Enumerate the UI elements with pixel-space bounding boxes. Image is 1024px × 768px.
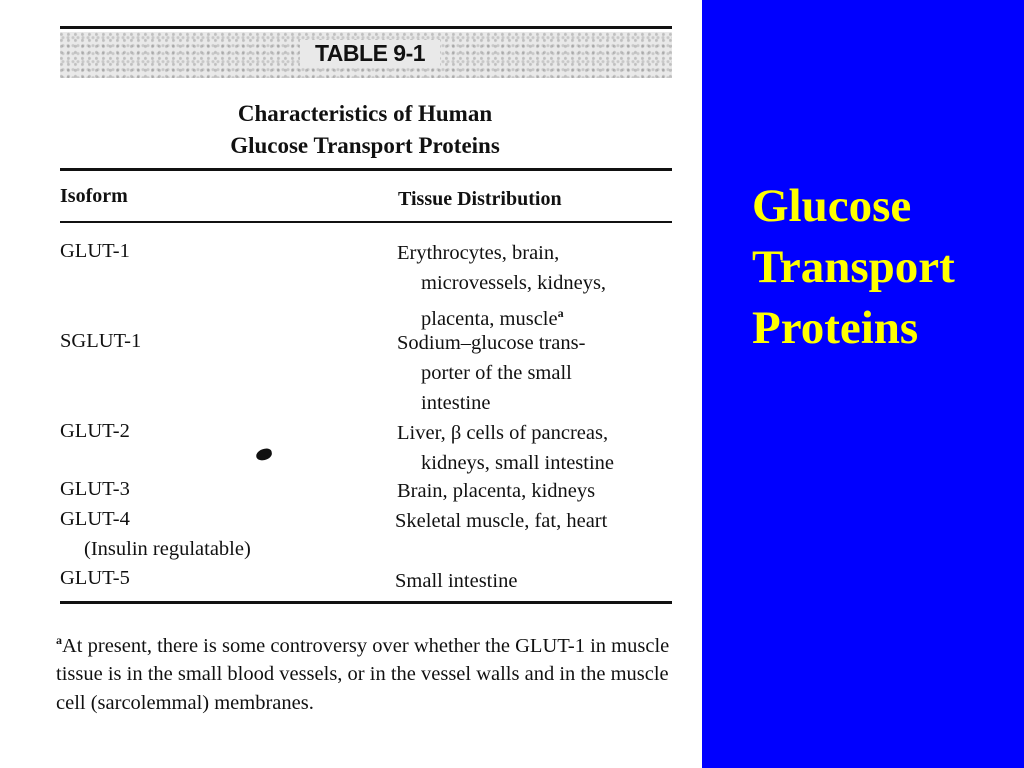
table-row-tissue: [395, 566, 517, 596]
isoform-name: GLUT-2: [60, 420, 130, 442]
footnote-text: At present, there is some controversy over whether the GLUT-1 in muscle tissue is in the small blood vessels, or in the vessel walls and in the muscle cell (sarcolemmal) membranes.: [56, 634, 670, 714]
isoform-name: SGLUT-1: [60, 330, 142, 352]
header-tissue-distribution: Tissue Distribution: [398, 188, 562, 210]
tissue-line: intestine: [421, 392, 491, 414]
tissue-line: Brain, placenta, kidneys: [397, 480, 596, 502]
header-rule: [60, 221, 672, 223]
table-row-tissue: [397, 476, 595, 506]
top-rule: [60, 26, 672, 29]
table-row-tissue: [395, 506, 607, 536]
slide-title: [752, 176, 1014, 359]
table-row-isoform: [60, 416, 130, 446]
isoform-name: GLUT-1: [60, 240, 130, 262]
tissue-line: Erythrocytes, brain,: [397, 242, 560, 264]
tissue-line: porter of the small: [421, 362, 572, 384]
tissue-line: microvessels, kidneys,: [421, 272, 607, 294]
caption-rule: [60, 168, 672, 171]
footnote-mark: a: [557, 306, 564, 320]
table-row-isoform: [60, 326, 141, 356]
isoform-note: (Insulin regulatable): [84, 538, 251, 560]
ink-smudge: [255, 447, 273, 461]
slide-title-line-1: Glucose: [752, 180, 912, 232]
title-panel: [702, 0, 1024, 768]
caption-line-2: Glucose Transport Proteins: [230, 133, 500, 158]
footnote-mark: a: [56, 633, 62, 647]
tissue-line: Small intestine: [395, 570, 518, 592]
table-label: TABLE 9-1: [300, 40, 440, 67]
isoform-name: GLUT-3: [60, 478, 130, 500]
tissue-line: placenta, muscle: [421, 307, 558, 330]
slide-title-line-3: Proteins: [752, 302, 919, 354]
table-caption: [160, 98, 570, 162]
table-row-tissue: [397, 418, 614, 478]
table-row-isoform: [60, 504, 251, 564]
table-row-isoform: [60, 474, 130, 504]
header-isoform: Isoform: [60, 185, 128, 207]
table-row-tissue: [397, 238, 606, 334]
tissue-line: kidneys, small intestine: [421, 452, 615, 474]
bottom-rule: [60, 601, 672, 604]
isoform-name: GLUT-5: [60, 567, 130, 589]
table-row-isoform: [60, 563, 130, 593]
tissue-line: Liver, β cells of pancreas,: [397, 422, 609, 444]
tissue-line: Skeletal muscle, fat, heart: [395, 510, 608, 532]
table-row-isoform: [60, 236, 130, 266]
isoform-name: GLUT-4: [60, 508, 130, 530]
table-row-tissue: [397, 328, 585, 418]
slide-title-line-2: Transport: [752, 241, 955, 293]
tissue-line: Sodium–glucose trans-: [397, 332, 586, 354]
table-footnote: [56, 626, 676, 717]
caption-line-1: Characteristics of Human: [237, 101, 493, 126]
